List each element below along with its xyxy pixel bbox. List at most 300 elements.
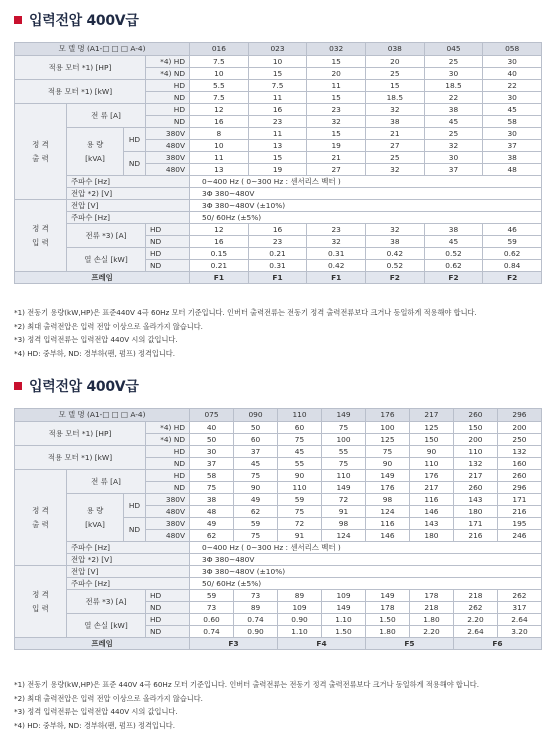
cell: 0.21 xyxy=(248,248,307,260)
cell: 11 xyxy=(248,128,307,140)
cell: 178 xyxy=(409,590,453,602)
cell: 143 xyxy=(453,494,497,506)
cell: 32 xyxy=(366,224,425,236)
frame-cell: F1 xyxy=(248,272,307,284)
spec-table-1 xyxy=(14,42,542,284)
cell: 30 xyxy=(483,92,542,104)
current-label: 전 류 [A] xyxy=(67,470,146,494)
cell: 116 xyxy=(409,494,453,506)
frame-cell: F1 xyxy=(190,272,249,284)
note: *3) 정격 입력전류는 입력전압 440V 시의 값입니다. xyxy=(14,707,178,716)
mode-label: HD xyxy=(146,224,190,236)
cell: 59 xyxy=(190,590,234,602)
cell: 58 xyxy=(483,116,542,128)
cell: 45 xyxy=(278,446,322,458)
capacity-label: 용 량 [kVA] xyxy=(67,128,124,176)
cell: 59 xyxy=(483,236,542,248)
cell: 150 xyxy=(409,434,453,446)
cell: 176 xyxy=(409,470,453,482)
freq-value: 0~400 Hz ( 0~300 Hz : 센서리스 벡터 ) xyxy=(190,176,542,188)
cell: 62 xyxy=(234,506,278,518)
in-freq-label: 주파수 [Hz] xyxy=(67,578,190,590)
cell: 18.5 xyxy=(424,80,483,92)
cell: 30 xyxy=(424,152,483,164)
cell: 216 xyxy=(497,506,541,518)
section2-title-text: 입력전압 400V급 xyxy=(29,379,139,395)
cell: 32 xyxy=(424,140,483,152)
cell: 2.64 xyxy=(453,626,497,638)
cell: 176 xyxy=(365,482,409,494)
cell: 218 xyxy=(409,602,453,614)
cell: 30 xyxy=(190,446,234,458)
cell: 149 xyxy=(322,602,366,614)
cell: 171 xyxy=(497,494,541,506)
cell: 178 xyxy=(365,602,409,614)
cell: 23 xyxy=(307,104,366,116)
cell: 0.31 xyxy=(307,248,366,260)
cell: 21 xyxy=(366,128,425,140)
cell: 1.50 xyxy=(365,614,409,626)
note: *1) 전동기 용량(kW,HP)은 표준440V 4극 60Hz 모터 기준입니다. 인버터 출력전류는 전동기 정격 출력전류보다 크거나 동일하게 적용해야 합니다. xyxy=(14,308,477,317)
in-volt-label: 전압 [V] xyxy=(67,566,190,578)
freq-label: 주파수 [Hz] xyxy=(67,542,190,554)
cell: 110 xyxy=(278,482,322,494)
model-cell: 075 xyxy=(190,409,234,422)
cell: 150 xyxy=(453,422,497,434)
in-freq-value: 50/ 60Hz (±5%) xyxy=(190,212,542,224)
cell: 110 xyxy=(409,458,453,470)
mode-label: HD xyxy=(146,470,190,482)
cell: 0.42 xyxy=(366,248,425,260)
frame-label: 프레임 xyxy=(15,638,190,650)
cell: 90 xyxy=(409,446,453,458)
cell: 46 xyxy=(483,224,542,236)
cell: 90 xyxy=(278,470,322,482)
mode-label: ND xyxy=(146,602,190,614)
cell: 260 xyxy=(497,470,541,482)
cell: 75 xyxy=(190,482,234,494)
cell: 75 xyxy=(278,506,322,518)
cell: 116 xyxy=(365,518,409,530)
in-freq-label: 주파수 [Hz] xyxy=(67,212,190,224)
cell: 90 xyxy=(365,458,409,470)
cell: 32 xyxy=(366,104,425,116)
cell: 0.31 xyxy=(248,260,307,272)
note: *1) 전동기 용량(kW,HP)은 표준 440V 4극 60Hz 모터 기준입니다. 인버터 출력전류는 전동기 정격 출력전류보다 크거나 동일하게 적용해야 합니다. xyxy=(14,680,480,689)
cell: 12 xyxy=(190,224,249,236)
mode-label: ND xyxy=(146,482,190,494)
voltage-label: 380V xyxy=(146,494,190,506)
cell: 0.21 xyxy=(190,260,249,272)
cell: 10 xyxy=(190,140,249,152)
cell: 146 xyxy=(409,506,453,518)
cell: 49 xyxy=(234,494,278,506)
kw-label: 적용 모터 *1) [kW] xyxy=(15,80,146,104)
cell: 317 xyxy=(497,602,541,614)
cell: 109 xyxy=(322,590,366,602)
model-cell: 260 xyxy=(453,409,497,422)
cell: 25 xyxy=(424,128,483,140)
notes-2 xyxy=(14,678,549,732)
mode-label: ND xyxy=(146,116,190,128)
cell: 25 xyxy=(424,56,483,68)
model-cell: 176 xyxy=(365,409,409,422)
rated-input-label: 정 격 입 력 xyxy=(15,566,67,638)
cell: 200 xyxy=(453,434,497,446)
cell: 37 xyxy=(483,140,542,152)
model-header: 모 델 명 (A1-□ □ □ A-4) xyxy=(15,43,190,56)
model-cell: 023 xyxy=(248,43,307,56)
notes-1 xyxy=(14,306,549,360)
cell: 62 xyxy=(190,530,234,542)
cell: 132 xyxy=(497,446,541,458)
cell: 0.60 xyxy=(190,614,234,626)
cell: 216 xyxy=(453,530,497,542)
cell: 98 xyxy=(322,518,366,530)
cell: 45 xyxy=(234,458,278,470)
cell: 0.90 xyxy=(278,614,322,626)
cell: 40 xyxy=(483,68,542,80)
mode-label: ND xyxy=(146,236,190,248)
cell: 19 xyxy=(248,164,307,176)
frame-cell: F5 xyxy=(365,638,453,650)
cell: 22 xyxy=(424,92,483,104)
cell: 15 xyxy=(366,80,425,92)
cell: 246 xyxy=(497,530,541,542)
cell: 98 xyxy=(365,494,409,506)
cell: 124 xyxy=(322,530,366,542)
cell: 16 xyxy=(248,104,307,116)
volt-label: 전압 *2) [V] xyxy=(67,188,190,200)
model-cell: 016 xyxy=(190,43,249,56)
frame-cell: F4 xyxy=(278,638,366,650)
cell: 149 xyxy=(322,482,366,494)
note: *2) 최대 출력전압은 입력 전압 이상으로 올라가지 않습니다. xyxy=(14,693,203,703)
voltage-label: 380V xyxy=(146,518,190,530)
cell: 110 xyxy=(453,446,497,458)
cell: 1.10 xyxy=(278,626,322,638)
cell: 21 xyxy=(307,152,366,164)
model-cell: 090 xyxy=(234,409,278,422)
cell: 0.42 xyxy=(307,260,366,272)
cell: 75 xyxy=(322,422,366,434)
hd-label: HD xyxy=(124,128,146,152)
cell: 16 xyxy=(190,236,249,248)
cell: 38 xyxy=(366,116,425,128)
cell: 180 xyxy=(409,530,453,542)
model-cell: 032 xyxy=(307,43,366,56)
frame-cell: F1 xyxy=(307,272,366,284)
cell: 25 xyxy=(366,152,425,164)
cell: 12 xyxy=(190,104,249,116)
cell: 2.20 xyxy=(409,626,453,638)
cell: 91 xyxy=(322,506,366,518)
hp-label: 적용 모터 *1) [HP] xyxy=(15,56,146,80)
cell: 0.52 xyxy=(424,248,483,260)
heat-label: 열 손실 [kW] xyxy=(67,614,146,638)
hp-label: 적용 모터 *1) [HP] xyxy=(15,422,146,446)
mode-label: HD xyxy=(146,446,190,458)
frame-cell: F2 xyxy=(483,272,542,284)
cell: 72 xyxy=(322,494,366,506)
volt-label: 전압 *2) [V] xyxy=(67,554,190,566)
cell: 16 xyxy=(248,224,307,236)
section1-title-text: 입력전압 400V급 xyxy=(29,13,139,29)
cell: 149 xyxy=(365,590,409,602)
capacity-label: 용 량 [kVA] xyxy=(67,494,124,542)
cell: 20 xyxy=(307,68,366,80)
mode-label: HD xyxy=(146,248,190,260)
cell: 91 xyxy=(278,530,322,542)
voltage-label: 480V xyxy=(146,164,190,176)
cell: 15 xyxy=(307,128,366,140)
cell: 0.84 xyxy=(483,260,542,272)
cell: 37 xyxy=(234,446,278,458)
cell: 0.62 xyxy=(483,248,542,260)
cell: 125 xyxy=(409,422,453,434)
cell: 109 xyxy=(278,602,322,614)
note: *4) HD: 중부하, ND: 경부하(팬, 펌프) 정격입니다. xyxy=(14,348,176,358)
cell: 2.64 xyxy=(497,614,541,626)
cell: 45 xyxy=(483,104,542,116)
cell: 0.90 xyxy=(234,626,278,638)
cell: 160 xyxy=(497,458,541,470)
cell: 60 xyxy=(278,422,322,434)
rated-output-label: 정 격 출 력 xyxy=(15,104,67,200)
cell: 195 xyxy=(497,518,541,530)
cell: 32 xyxy=(307,116,366,128)
cell: 100 xyxy=(365,422,409,434)
in-cur-label: 전류 *3) [A] xyxy=(67,590,146,614)
section1-title xyxy=(14,10,139,30)
cell: 218 xyxy=(453,590,497,602)
cell: 73 xyxy=(190,602,234,614)
cell: 8 xyxy=(190,128,249,140)
cell: 38 xyxy=(483,152,542,164)
cell: 58 xyxy=(190,470,234,482)
in-freq-value: 50/ 60Hz (±5%) xyxy=(190,578,542,590)
cell: 48 xyxy=(483,164,542,176)
mode-label: *4) HD xyxy=(146,422,190,434)
cell: 73 xyxy=(234,590,278,602)
cell: 1.10 xyxy=(322,614,366,626)
cell: 90 xyxy=(234,482,278,494)
mode-label: ND xyxy=(146,92,190,104)
mode-label: HD xyxy=(146,614,190,626)
cell: 45 xyxy=(424,116,483,128)
mode-label: ND xyxy=(146,458,190,470)
cell: 75 xyxy=(234,470,278,482)
cell: 1.80 xyxy=(409,614,453,626)
rated-output-label: 정 격 출 력 xyxy=(15,470,67,566)
cell: 13 xyxy=(190,164,249,176)
cell: 89 xyxy=(278,590,322,602)
cell: 260 xyxy=(453,482,497,494)
cell: 0.52 xyxy=(366,260,425,272)
cell: 30 xyxy=(483,56,542,68)
mode-label: ND xyxy=(146,626,190,638)
cell: 23 xyxy=(248,116,307,128)
volt-value: 3Φ 380~480V xyxy=(190,188,542,200)
spec-table-2 xyxy=(14,408,542,650)
cell: 72 xyxy=(278,518,322,530)
mode-label: HD xyxy=(146,80,190,92)
cell: 15 xyxy=(248,68,307,80)
cell: 13 xyxy=(248,140,307,152)
cell: 15 xyxy=(307,92,366,104)
cell: 30 xyxy=(424,68,483,80)
in-cur-label: 전류 *3) [A] xyxy=(67,224,146,248)
cell: 55 xyxy=(322,446,366,458)
in-volt-value: 3Φ 380~480V (±10%) xyxy=(190,200,542,212)
cell: 250 xyxy=(497,434,541,446)
model-cell: 045 xyxy=(424,43,483,56)
cell: 75 xyxy=(234,530,278,542)
frame-label: 프레임 xyxy=(15,272,190,284)
cell: 22 xyxy=(483,80,542,92)
cell: 180 xyxy=(453,506,497,518)
cell: 20 xyxy=(366,56,425,68)
cell: 59 xyxy=(234,518,278,530)
voltage-label: 480V xyxy=(146,506,190,518)
cell: 32 xyxy=(366,164,425,176)
frame-cell: F2 xyxy=(366,272,425,284)
cell: 59 xyxy=(278,494,322,506)
cell: 110 xyxy=(322,470,366,482)
cell: 3.20 xyxy=(497,626,541,638)
in-volt-label: 전압 [V] xyxy=(67,200,190,212)
cell: 2.20 xyxy=(453,614,497,626)
voltage-label: 380V xyxy=(146,152,190,164)
cell: 124 xyxy=(365,506,409,518)
cell: 143 xyxy=(409,518,453,530)
cell: 32 xyxy=(307,236,366,248)
cell: 15 xyxy=(248,152,307,164)
cell: 38 xyxy=(366,236,425,248)
cell: 171 xyxy=(453,518,497,530)
mode-label: *4) ND xyxy=(146,434,190,446)
cell: 0.62 xyxy=(424,260,483,272)
note: *4) HD: 중부하, ND: 경부하(팬, 펌프) 정격입니다. xyxy=(14,720,176,730)
cell: 37 xyxy=(190,458,234,470)
frame-cell: F6 xyxy=(453,638,541,650)
kw-label: 적용 모터 *1) [kW] xyxy=(15,446,146,470)
mode-label: HD xyxy=(146,104,190,116)
cell: 0.15 xyxy=(190,248,249,260)
cell: 217 xyxy=(409,482,453,494)
nd-label: ND xyxy=(124,152,146,176)
cell: 27 xyxy=(307,164,366,176)
cell: 1.50 xyxy=(322,626,366,638)
freq-label: 주파수 [Hz] xyxy=(67,176,190,188)
model-header: 모 델 명 (A1-□ □ □ A-4) xyxy=(15,409,190,422)
cell: 75 xyxy=(322,458,366,470)
frame-cell: F3 xyxy=(190,638,278,650)
cell: 7.5 xyxy=(248,80,307,92)
cell: 49 xyxy=(190,518,234,530)
cell: 38 xyxy=(424,104,483,116)
cell: 100 xyxy=(322,434,366,446)
cell: 38 xyxy=(190,494,234,506)
cell: 296 xyxy=(497,482,541,494)
model-cell: 217 xyxy=(409,409,453,422)
cell: 30 xyxy=(483,128,542,140)
cell: 7.5 xyxy=(190,92,249,104)
rated-input-label: 정 격 입 력 xyxy=(15,200,67,272)
cell: 7.5 xyxy=(190,56,249,68)
model-cell: 058 xyxy=(483,43,542,56)
frame-cell: F2 xyxy=(424,272,483,284)
cell: 146 xyxy=(365,530,409,542)
voltage-label: 480V xyxy=(146,530,190,542)
cell: 37 xyxy=(424,164,483,176)
model-cell: 296 xyxy=(497,409,541,422)
cell: 262 xyxy=(497,590,541,602)
cell: 0.74 xyxy=(190,626,234,638)
current-label: 전 류 [A] xyxy=(67,104,146,128)
note: *2) 최대 출력전압은 입력 전압 이상으로 올라가지 않습니다. xyxy=(14,321,203,331)
cell: 60 xyxy=(234,434,278,446)
cell: 89 xyxy=(234,602,278,614)
cell: 15 xyxy=(307,56,366,68)
note: *3) 정격 입력전류는 입력전압 440V 시의 값입니다. xyxy=(14,335,178,344)
nd-label: ND xyxy=(124,518,146,542)
mode-label: HD xyxy=(146,590,190,602)
cell: 11 xyxy=(248,92,307,104)
cell: 55 xyxy=(278,458,322,470)
cell: 48 xyxy=(190,506,234,518)
cell: 1.80 xyxy=(365,626,409,638)
cell: 11 xyxy=(190,152,249,164)
red-square-icon xyxy=(14,16,22,24)
cell: 18.5 xyxy=(366,92,425,104)
cell: 50 xyxy=(234,422,278,434)
cell: 0.74 xyxy=(234,614,278,626)
cell: 5.5 xyxy=(190,80,249,92)
model-cell: 038 xyxy=(366,43,425,56)
hd-label: HD xyxy=(124,494,146,518)
voltage-label: 380V xyxy=(146,128,190,140)
section2-title xyxy=(14,376,139,396)
cell: 23 xyxy=(307,224,366,236)
cell: 149 xyxy=(365,470,409,482)
cell: 200 xyxy=(497,422,541,434)
cell: 45 xyxy=(424,236,483,248)
cell: 75 xyxy=(365,446,409,458)
cell: 50 xyxy=(190,434,234,446)
cell: 11 xyxy=(307,80,366,92)
volt-value: 3Φ 380~480V xyxy=(190,554,542,566)
cell: 10 xyxy=(248,56,307,68)
model-cell: 110 xyxy=(278,409,322,422)
freq-value: 0~400 Hz ( 0~300 Hz : 센서리스 벡터 ) xyxy=(190,542,542,554)
cell: 25 xyxy=(366,68,425,80)
voltage-label: 480V xyxy=(146,140,190,152)
cell: 10 xyxy=(190,68,249,80)
heat-label: 열 손실 [kW] xyxy=(67,248,146,272)
cell: 217 xyxy=(453,470,497,482)
in-volt-value: 3Φ 380~480V (±10%) xyxy=(190,566,542,578)
red-square-icon xyxy=(14,382,22,390)
cell: 38 xyxy=(424,224,483,236)
cell: 27 xyxy=(366,140,425,152)
cell: 23 xyxy=(248,236,307,248)
cell: 132 xyxy=(453,458,497,470)
cell: 125 xyxy=(365,434,409,446)
mode-label: ND xyxy=(146,260,190,272)
cell: 262 xyxy=(453,602,497,614)
cell: 16 xyxy=(190,116,249,128)
